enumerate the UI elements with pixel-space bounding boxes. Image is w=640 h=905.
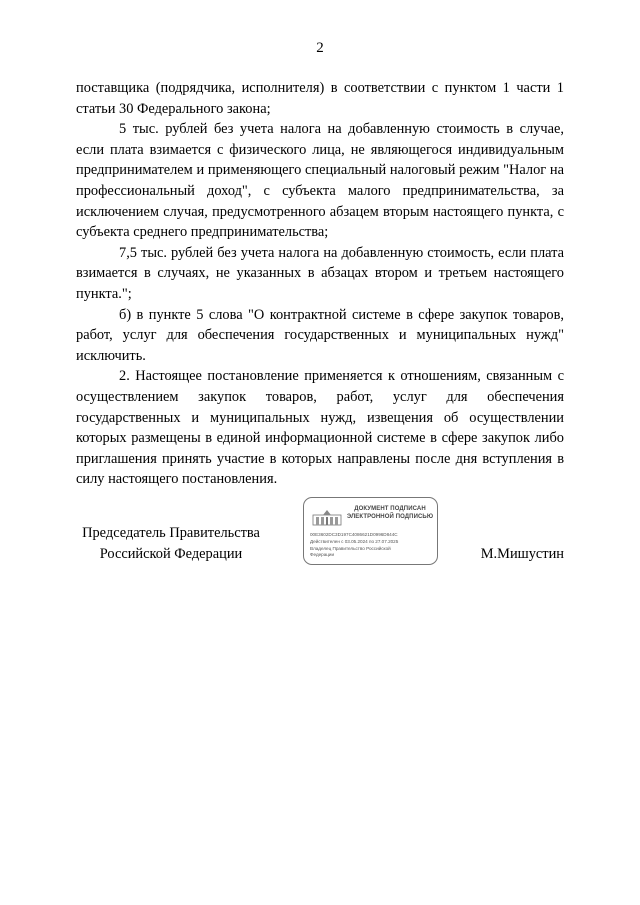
stamp-owner-line1: Владелец Правительство Российской <box>310 546 391 551</box>
paragraph-item-b: б) в пункте 5 слова "О контрактной системе в сфере закупок товаров, работ, услуг для обеспечения государственных и муниципальных нужд" исключить. <box>76 306 564 364</box>
signatory-title <box>76 523 266 564</box>
coat-of-arms-emblem-icon <box>311 508 343 526</box>
signatory-title-line1: Председатель Правительства <box>82 525 260 541</box>
stamp-heading <box>344 506 436 521</box>
paragraph-item-2: 2. Настоящее постановление применяется к отношениям, связанным с осуществлением закупок товаров, работ, услуг для обеспечения государственных и муниципальных нужд, извещения об осуществлении которых размещены в единой информационной системе в сфере закупок либо приглашения принять участие в которых направлены после дня вступления в силу настоящего постановления. <box>76 368 564 488</box>
paragraph-fee-7-5k: 7,5 тыс. рублей без учета налога на добавленную стоимость, если плата взимается в случаях, не указанных в абзацах втором и третьем настоящего пункта."; <box>76 244 564 302</box>
stamp-owner-line2: Федерации <box>310 552 335 557</box>
document-body <box>76 78 564 490</box>
stamp-heading-line1: ДОКУМЕНТ ПОДПИСАН <box>354 506 426 512</box>
paragraph-continuation: поставщика (подрядчика, исполнителя) в соответствии с пунктом 1 части 1 статьи 30 Федерального закона; <box>76 80 564 117</box>
stamp-validity: Действителен с 03.05.2024 по 27.07.2025 <box>310 539 399 544</box>
stamp-heading-line2: ЭЛЕКТРОННОЙ ПОДПИСЬЮ <box>346 513 434 520</box>
signatory-title-line2: Российской Федерации <box>99 545 243 562</box>
signatory-name: М.Мишустин <box>480 546 564 562</box>
paragraph-fee-5k: 5 тыс. рублей без учета налога на добавленную стоимость в случае, если плата взимается с физического лица, не являющегося индивидуальным предпринимателем и применяющего специальный налоговый режим "Налог на профессиональный доход", с субъекта малого предпринимательства, за исключением случая, предусмотренного абзацем вторым настоящего пункта, с субъекта среднего предпринимательства; <box>76 121 564 241</box>
stamp-certificate: 00E3602DC3D197C4086621D0996D844C <box>310 532 398 537</box>
page-number: 2 <box>316 40 324 56</box>
electronic-signature-stamp <box>303 497 438 565</box>
